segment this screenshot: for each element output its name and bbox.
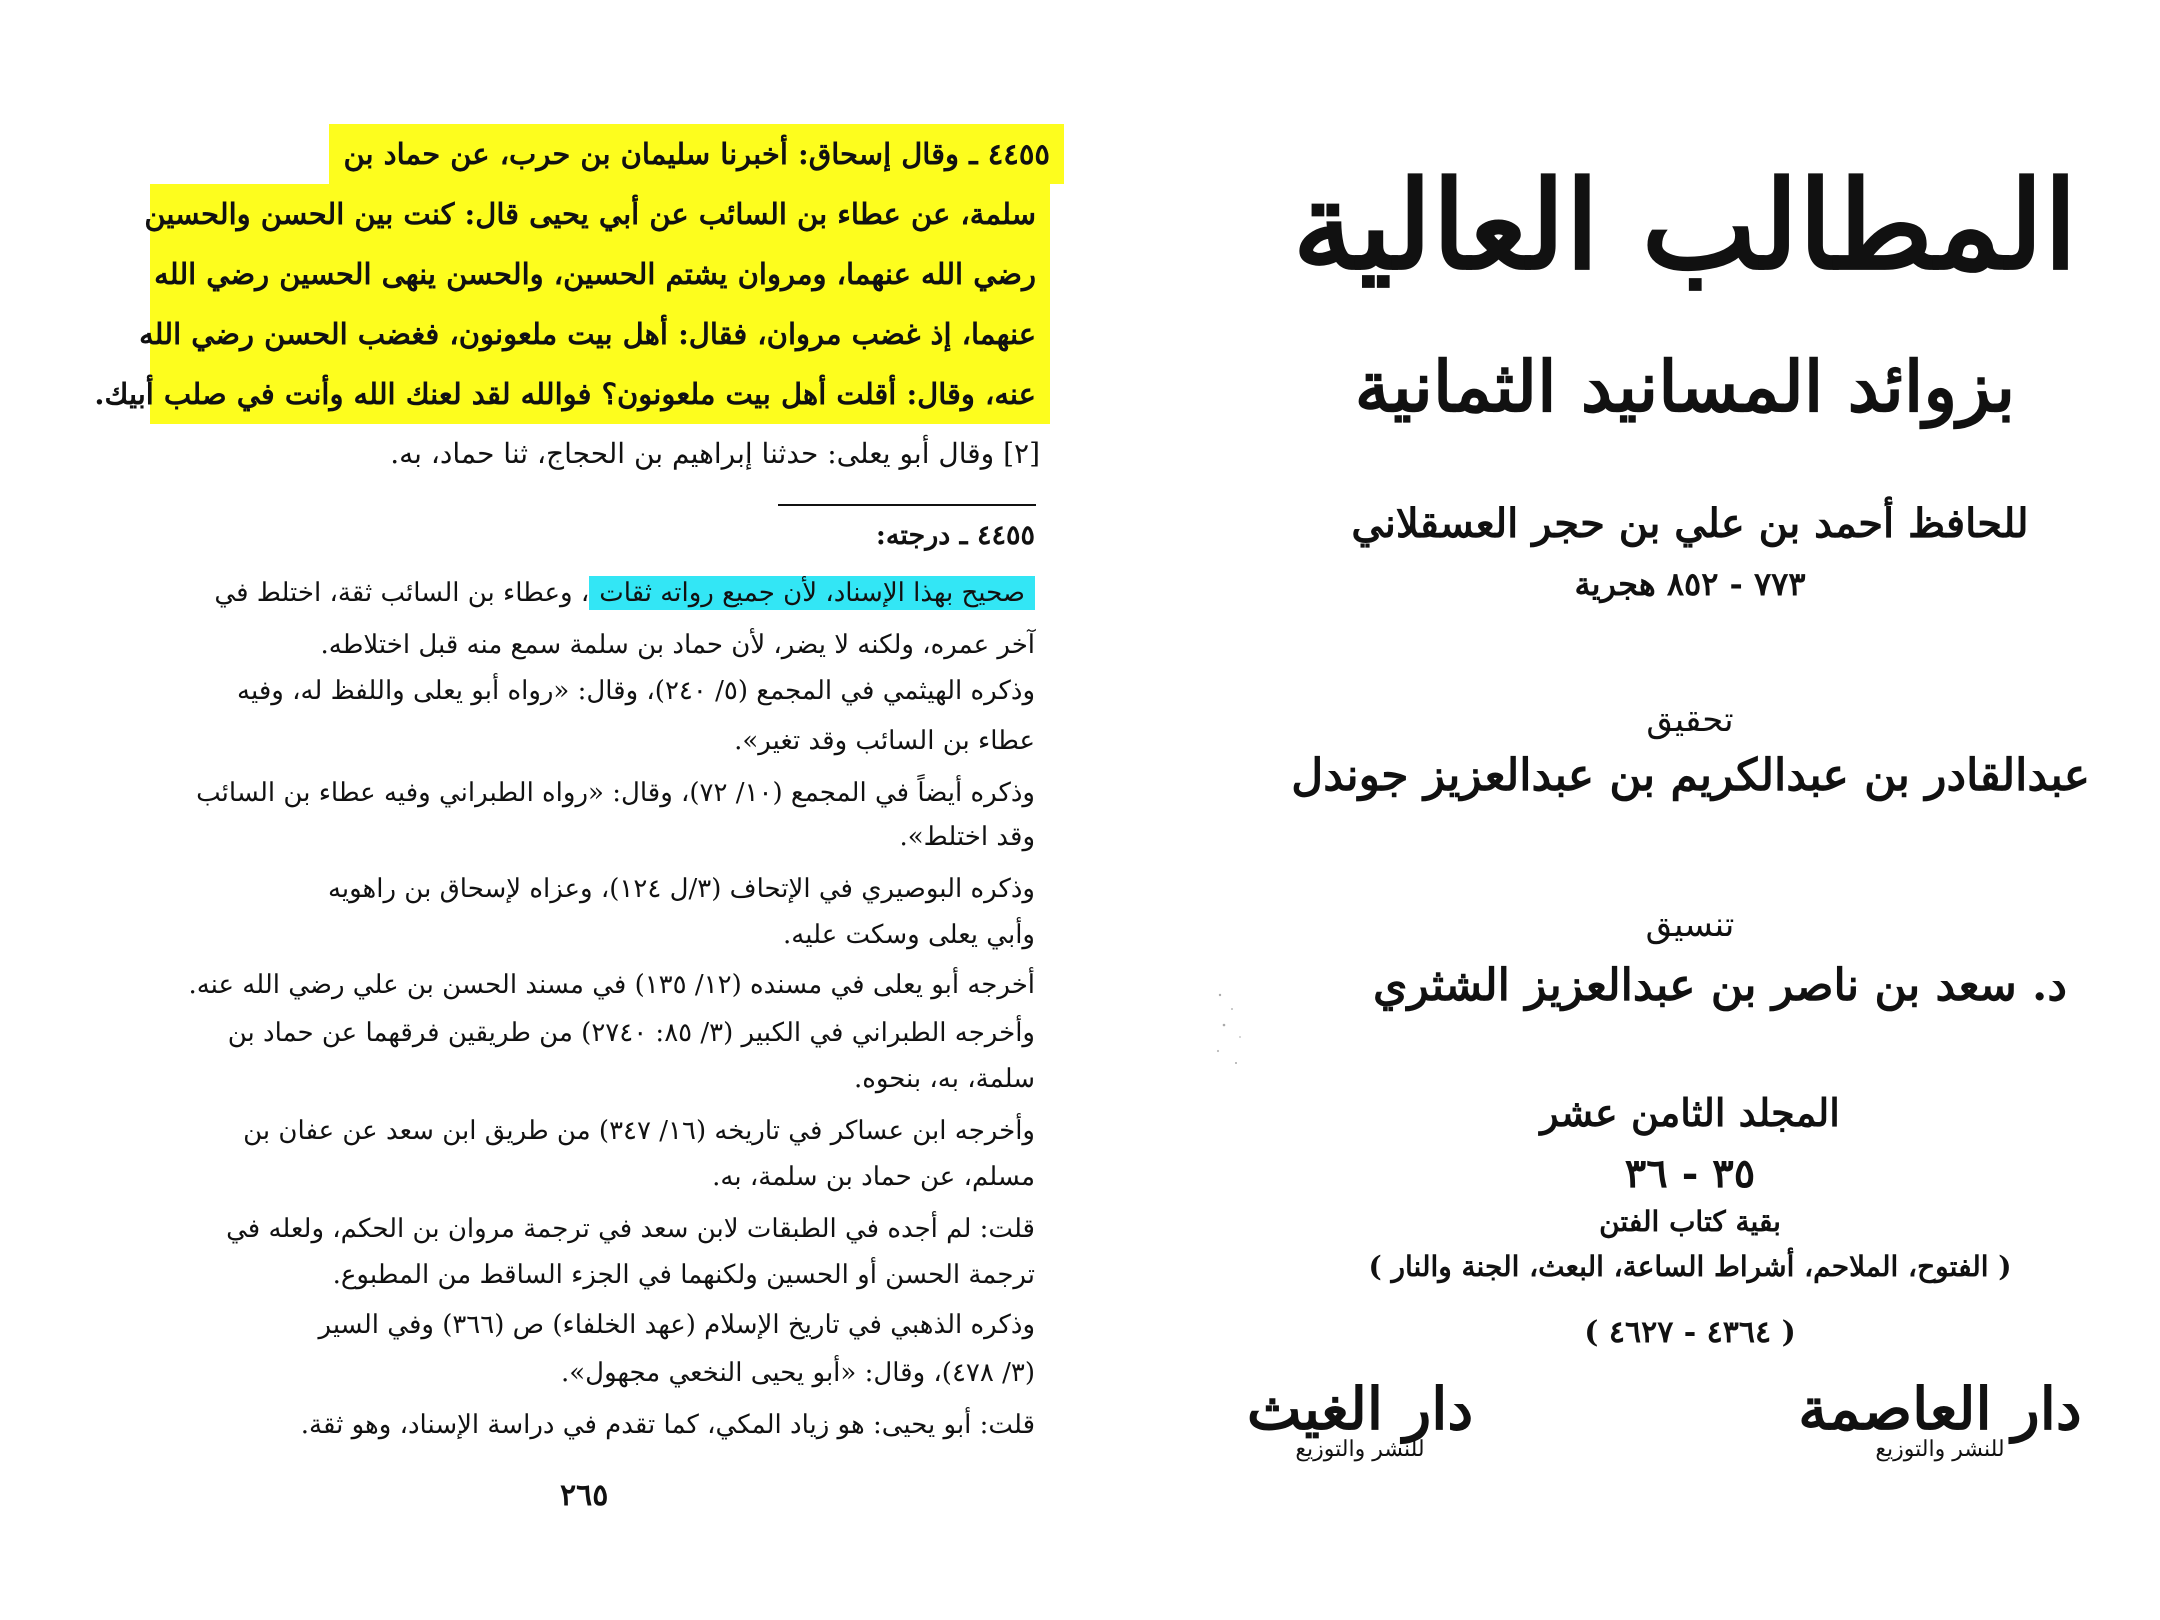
footnote-line: أخرجه أبو يعلى في مسنده (١٢/ ١٣٥) في مسند الحسن بن علي رضي الله عنه. (188, 970, 1035, 1000)
coordinator-label: تنسيق (1645, 905, 1735, 945)
publisher-name: دار العاصمة (1798, 1375, 2082, 1443)
publisher-al-ghaith (1210, 1375, 1510, 1462)
publisher-name: دار الغيث (1246, 1375, 1474, 1443)
grade-line-1 (214, 578, 1035, 608)
right-page-title (1170, 0, 2160, 1620)
chapters-list: ( الفتوح، الملاحم، أشراط الساعة، البعث، الجنة والنار ) (1368, 1250, 2012, 1283)
footnote-line: قلت: لم أجده في الطبقات لابن سعد في ترجمة مروان بن الحكم، ولعله في (226, 1214, 1035, 1244)
chain-of-narration: [٢] وقال أبو يعلى: حدثنا إبراهيم بن الحجاج، ثنا حماد، به. (390, 437, 1040, 470)
footnote-line: قلت: أبو يحيى: هو زياد المكي، كما تقدم في دراسة الإسناد، وهو ثقة. (300, 1410, 1035, 1440)
publisher-subtitle: للنشر والتوزيع (1295, 1437, 1425, 1462)
hadith-text-block (94, 124, 1050, 424)
footnote-line: آخر عمره، ولكنه لا يضر، لأن حماد بن سلمة سمع منه قبل اختلاطه. (320, 630, 1035, 660)
remaining-book: بقية كتاب الفتن (1599, 1205, 1781, 1238)
author-name: للحافظ أحمد بن علي بن حجر العسقلاني (1351, 500, 2029, 547)
volume-label: المجلد الثامن عشر (1540, 1090, 1840, 1135)
footnote-line: عطاء بن السائب وقد تغير». (734, 726, 1035, 756)
hadith-line-3: رضي الله عنهما، ومروان يشتم الحسين، والحسن ينهى الحسين رضي الله (150, 244, 1050, 304)
author-years: ٧٧٣ - ٨٥٢ هجرية (1574, 565, 1806, 603)
hadith-line-2: سلمة، عن عطاء بن السائب عن أبي يحيى قال: كنت بين الحسن والحسين (150, 184, 1050, 244)
footnote-line: وذكره البوصيري في الإتحاف (٣/ل ١٢٤)، وعزاه لإسحاق بن راهويه (327, 874, 1035, 904)
grade-highlight: صحيح بهذا الإسناد، لأن جميع رواته ثقات (589, 576, 1035, 610)
editor-name: عبدالقادر بن عبدالكريم بن عبدالعزيز جوندل (1291, 750, 2090, 801)
scan-speckles (1210, 985, 1270, 1075)
footnote-separator (778, 504, 1036, 506)
footnote-line: ، وعطاء بن السائب ثقة، اختلط في (214, 578, 590, 608)
hadith-line-1: ٤٤٥٥ ـ وقال إسحاق: أخبرنا سليمان بن حرب، عن حماد بن (329, 124, 1064, 184)
publisher-subtitle: للنشر والتوزيع (1875, 1437, 2005, 1462)
footnote-line: سلمة، به، بنحوه. (853, 1064, 1035, 1094)
footnote-line: وذكره أيضاً في المجمع (١٠/ ٧٢)، وقال: «رواه الطبراني وفيه عطاء بن السائب (196, 778, 1035, 808)
footnote-line: (٣/ ٤٧٨)، وقال: «أبو يحيى النخعي مجهول». (561, 1358, 1035, 1388)
footnote-line: وذكره الهيثمي في المجمع (٥/ ٢٤٠)، وقال: «رواه أبو يعلى واللفظ له، وفيه (237, 676, 1035, 706)
footnote-line: وقد اختلط». (899, 822, 1035, 852)
footnote-line: وأخرجه ابن عساكر في تاريخه (١٦/ ٣٤٧) من طريق ابن سعد عن عفان بن (243, 1116, 1035, 1146)
hadith-line-4: عنهما، إذ غضب مروان، فقال: أهل بيت ملعونون، فغضب الحسن رضي الله (150, 304, 1050, 364)
footnote-line: وأبي يعلى وسكت عليه. (783, 920, 1035, 950)
grade-heading: ٤٤٥٥ ـ درجته: (875, 520, 1035, 551)
footnote-line: وأخرجه الطبراني في الكبير (٣/ ٨٥: ٢٧٤٠) من طريقين فرقهما عن حماد بن (227, 1018, 1035, 1048)
publisher-al-asimah (1790, 1375, 2090, 1462)
page-number: ٢٦٥ (560, 1478, 609, 1513)
footnote-line: ترجمة الحسن أو الحسين ولكنهما في الجزء الساقط من المطبوع. (332, 1260, 1035, 1290)
volume-parts: ٣٥ - ٣٦ (1624, 1150, 1756, 1197)
hadith-line-5: عنه، وقال: أقلت أهل بيت ملعونون؟ فوالله لقد لعنك الله وأنت في صلب أبيك. (150, 364, 1050, 424)
book-title: المطالب العالية (1292, 153, 2078, 297)
footnote-line: وذكره الذهبي في تاريخ الإسلام (عهد الخلفاء) ص (٣٦٦) وفي السير (318, 1310, 1035, 1340)
editor-label: تحقيق (1646, 700, 1734, 740)
footnote-line: مسلم، عن حماد بن سلمة، به. (712, 1162, 1035, 1192)
coordinator-name: د. سعد بن ناصر بن عبدالعزيز الشثري (1373, 960, 2067, 1011)
hadith-range: ( ٤٣٦٤ - ٤٦٢٧ ) (1584, 1315, 1796, 1350)
book-subtitle: بزوائد المسانيد الثمانية (1354, 345, 2016, 428)
